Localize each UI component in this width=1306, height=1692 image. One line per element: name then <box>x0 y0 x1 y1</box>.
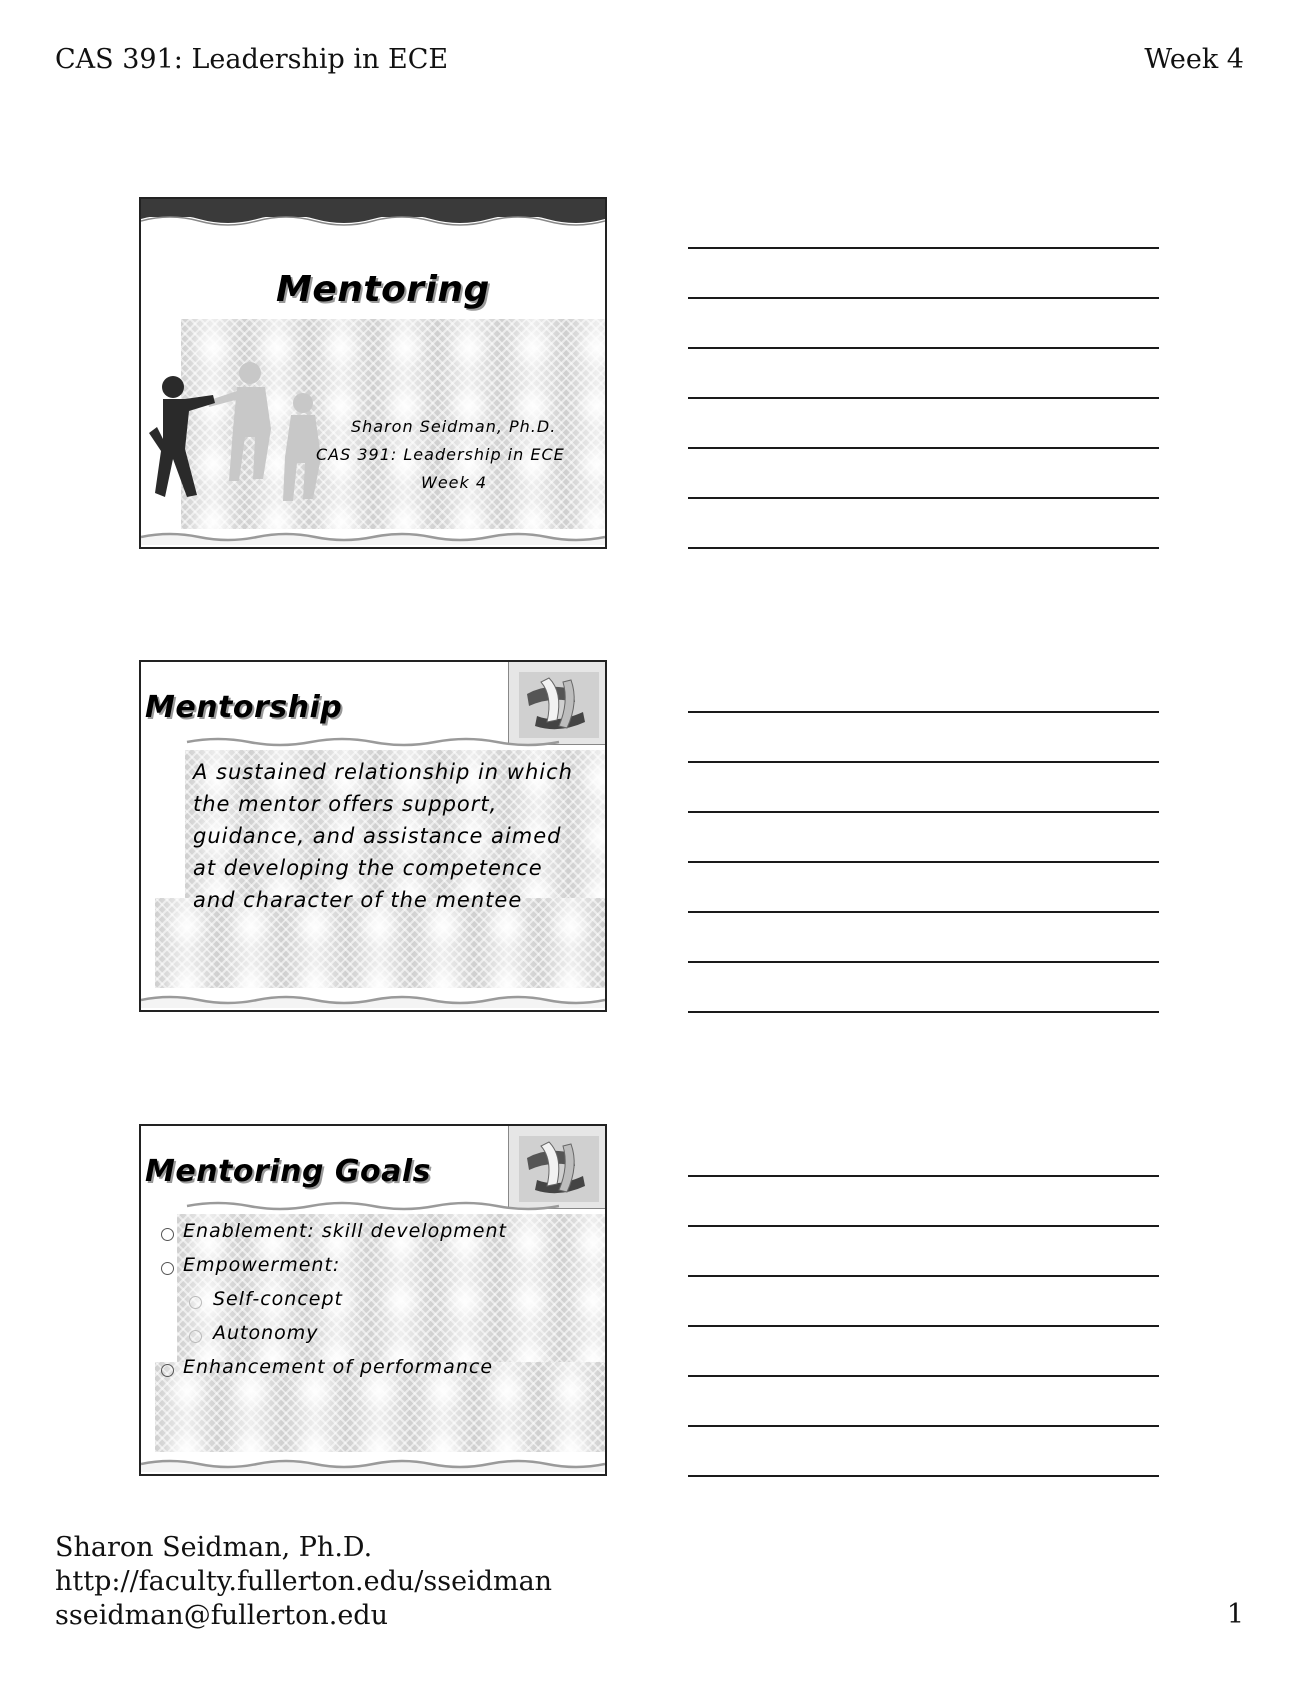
note-line <box>688 547 1159 549</box>
note-line <box>688 1225 1159 1227</box>
note-line <box>688 1425 1159 1427</box>
slide-title-underline-wave <box>141 1200 605 1212</box>
note-line <box>688 497 1159 499</box>
week-header: Week 4 <box>1144 44 1244 75</box>
slide-2-title: Mentorship <box>145 690 343 725</box>
goal-sub-item: Self-concept <box>213 1288 343 1310</box>
note-line <box>688 861 1159 863</box>
footer-url[interactable]: http://faculty.fullerton.edu/sseidman <box>55 1566 553 1597</box>
slide-1-author: Sharon Seidman, Ph.D. <box>351 417 557 436</box>
definition-line: at developing the competence <box>193 856 543 880</box>
slide-bottom-wave <box>141 529 605 545</box>
note-line <box>688 961 1159 963</box>
slide-title-underline-wave <box>141 736 605 748</box>
goal-item: Enhancement of performance <box>183 1356 494 1378</box>
slide-bottom-wave <box>141 1456 605 1472</box>
slide-3-title: Mentoring Goals <box>145 1154 431 1189</box>
note-line <box>688 1375 1159 1377</box>
goal-item: Enablement: skill development <box>183 1220 507 1242</box>
note-line <box>688 761 1159 763</box>
slide-1-title: Mentoring <box>276 269 490 310</box>
bullet-icon <box>161 1228 174 1241</box>
bullet-icon <box>161 1364 174 1377</box>
footer-name: Sharon Seidman, Ph.D. <box>55 1532 373 1563</box>
definition-line: the mentor offers support, <box>193 792 498 816</box>
slide-1-course: CAS 391: Leadership in ECE <box>316 445 565 464</box>
slide-1-mentoring <box>139 197 607 549</box>
slide-2-definition <box>193 756 573 916</box>
note-line <box>688 811 1159 813</box>
definition-line: guidance, and assistance aimed <box>193 824 562 848</box>
goal-sub-item: Autonomy <box>213 1322 319 1344</box>
sub-bullet-icon <box>189 1330 202 1343</box>
course-header: CAS 391: Leadership in ECE <box>55 44 449 75</box>
bullet-icon <box>161 1262 174 1275</box>
note-line <box>688 711 1159 713</box>
slide-top-wave <box>141 211 605 227</box>
note-line <box>688 397 1159 399</box>
slide-2-mentorship <box>139 660 607 1012</box>
joined-hands-icon <box>508 1126 605 1209</box>
slide-1-week: Week 4 <box>421 473 488 492</box>
footer-contact <box>55 1531 552 1633</box>
note-line <box>688 1325 1159 1327</box>
note-line <box>688 347 1159 349</box>
dancing-figures-icon <box>145 359 335 519</box>
note-line <box>688 1011 1159 1013</box>
definition-line: A sustained relationship in which <box>193 760 573 784</box>
footer-email[interactable]: sseidman@fullerton.edu <box>55 1600 388 1631</box>
definition-line: and character of the mentee <box>193 888 523 912</box>
joined-hands-icon <box>508 662 605 745</box>
note-line <box>688 911 1159 913</box>
note-line <box>688 1275 1159 1277</box>
note-line <box>688 1475 1159 1477</box>
note-line <box>688 297 1159 299</box>
slide-3-mentoring-goals <box>139 1124 607 1476</box>
note-line <box>688 447 1159 449</box>
note-line <box>688 1175 1159 1177</box>
goal-item: Empowerment: <box>183 1254 341 1276</box>
slide-bottom-wave <box>141 992 605 1008</box>
note-line <box>688 247 1159 249</box>
page-number: 1 <box>1226 1599 1244 1630</box>
sub-bullet-icon <box>189 1296 202 1309</box>
